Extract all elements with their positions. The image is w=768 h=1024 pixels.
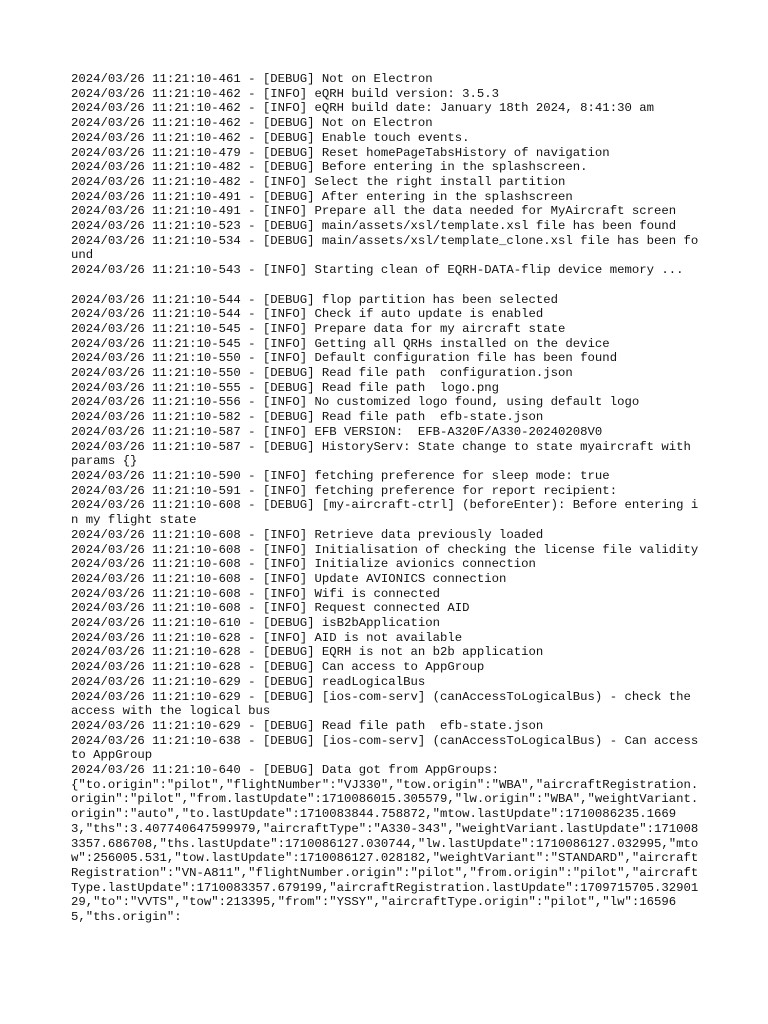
log-line: 2024/03/26 11:21:10-608 - [DEBUG] [my-aircraft-ctrl] (beforeEnter): Before entering in my flight state xyxy=(71,498,699,528)
log-line: 2024/03/26 11:21:10-556 - [INFO] No customized logo found, using default logo xyxy=(71,395,640,410)
log-line: 2024/03/26 11:21:10-543 - [INFO] Starting clean of EQRH-DATA-flip device memory ... xyxy=(71,263,684,278)
log-line: 2024/03/26 11:21:10-545 - [INFO] Prepare data for my aircraft state xyxy=(71,321,566,336)
log-line: 2024/03/26 11:21:10-628 - [DEBUG] EQRH is not an b2b application xyxy=(71,645,544,660)
log-line: 2024/03/26 11:21:10-608 - [INFO] Wifi is connected xyxy=(71,586,440,601)
log-line: 2024/03/26 11:21:10-491 - [INFO] Prepare all the data needed for MyAircraft screen xyxy=(71,204,677,219)
log-line: 2024/03/26 11:21:10-462 - [INFO] eQRH build date: January 18th 2024, 8:41:30 am xyxy=(71,101,654,116)
log-line: 2024/03/26 11:21:10-587 - [INFO] EFB VERSION: EFB-A320F/A330-20240208V0 xyxy=(71,424,603,439)
log-line: 2024/03/26 11:21:10-608 - [INFO] Update AVIONICS connection xyxy=(71,571,507,586)
log-text xyxy=(71,72,706,925)
log-line: 2024/03/26 11:21:10-610 - [DEBUG] isB2bApplication xyxy=(71,616,440,631)
log-line: 2024/03/26 11:21:10-462 - [INFO] eQRH build version: 3.5.3 xyxy=(71,86,500,101)
log-line: 2024/03/26 11:21:10-640 - [DEBUG] Data got from AppGroups: xyxy=(71,763,500,778)
log-line: 2024/03/26 11:21:10-461 - [DEBUG] Not on Electron xyxy=(71,72,433,86)
log-line: 2024/03/26 11:21:10-523 - [DEBUG] main/assets/xsl/template.xsl file has been found xyxy=(71,219,677,234)
log-line: 2024/03/26 11:21:10-608 - [INFO] Retrieve data previously loaded xyxy=(71,527,544,542)
log-line: 2024/03/26 11:21:10-582 - [DEBUG] Read file path efb-state.json xyxy=(71,410,544,425)
log-line: 2024/03/26 11:21:10-629 - [DEBUG] [ios-com-serv] (canAccessToLogicalBus) - check the access with the logical bus xyxy=(71,689,699,719)
log-line: 2024/03/26 11:21:10-629 - [DEBUG] readLogicalBus xyxy=(71,674,426,689)
log-view xyxy=(71,72,706,972)
log-line: 2024/03/26 11:21:10-608 - [INFO] Initialize avionics connection xyxy=(71,557,536,572)
log-line: 2024/03/26 11:21:10-550 - [DEBUG] Read file path configuration.json xyxy=(71,366,573,381)
log-line: 2024/03/26 11:21:10-544 - [INFO] Check if auto update is enabled xyxy=(71,307,544,322)
log-line: 2024/03/26 11:21:10-462 - [DEBUG] Enable touch events. xyxy=(71,130,470,145)
log-line: 2024/03/26 11:21:10-628 - [DEBUG] Can access to AppGroup xyxy=(71,660,485,675)
log-line: 2024/03/26 11:21:10-462 - [DEBUG] Not on Electron xyxy=(71,116,433,131)
log-line: 2024/03/26 11:21:10-534 - [DEBUG] main/assets/xsl/template_clone.xsl file has been found xyxy=(71,233,699,263)
log-line: 2024/03/26 11:21:10-544 - [DEBUG] flop partition has been selected xyxy=(71,292,559,307)
log-line: 2024/03/26 11:21:10-628 - [INFO] AID is not available xyxy=(71,630,463,645)
log-line: 2024/03/26 11:21:10-482 - [INFO] Select the right install partition xyxy=(71,174,566,189)
log-line: 2024/03/26 11:21:10-545 - [INFO] Getting all QRHs installed on the device xyxy=(71,336,610,351)
log-line: 2024/03/26 11:21:10-587 - [DEBUG] HistoryServ: State change to state myaircraft with params {} xyxy=(71,439,699,469)
log-line: 2024/03/26 11:21:10-629 - [DEBUG] Read file path efb-state.json xyxy=(71,718,544,733)
log-line: 2024/03/26 11:21:10-491 - [DEBUG] After entering in the splashscreen xyxy=(71,189,573,204)
log-line: 2024/03/26 11:21:10-482 - [DEBUG] Before entering in the splashscreen. xyxy=(71,160,588,175)
log-line: 2024/03/26 11:21:10-479 - [DEBUG] Reset homePageTabsHistory of navigation xyxy=(71,145,610,160)
log-line: 2024/03/26 11:21:10-590 - [INFO] fetching preference for sleep mode: true xyxy=(71,468,610,483)
log-line: {"to.origin":"pilot","flightNumber":"VJ330","tow.origin":"WBA","aircraftRegistration.origin":"pilot","from.lastUpdate":1710086015.305579,"lw.origin":"WBA","weightVariant.origin":"auto","to.lastUpdate":1710083844.758872,"mtow.lastUpdate":1710086235.16693,"ths":3.407740647599979,"aircraftType":"A330-343","weightVariant.lastUpdate":1710083357.686708,"ths.lastUpdate":1710086127.030744,"lw.lastUpdate":1710086127.032995,"mtow":256005.531,"tow.lastUpdate":1710086127.028182,"weightVariant":"STANDARD","aircraftRegistration":"VN-A811","flightNumber.origin":"pilot","from.origin":"pilot","aircraftType.lastUpdate":1710083357.679199,"aircraftRegistration.lastUpdate":1709715705.3290129,"to":"VVTS","tow":213395,"from":"YSSY","aircraftType.origin":"pilot","lw":165965,"ths.origin": xyxy=(71,777,699,925)
log-line: 2024/03/26 11:21:10-608 - [INFO] Initialisation of checking the license file validity xyxy=(71,542,699,557)
log-line: 2024/03/26 11:21:10-591 - [INFO] fetching preference for report recipient: xyxy=(71,483,618,498)
log-line: 2024/03/26 11:21:10-550 - [INFO] Default configuration file has been found xyxy=(71,351,618,366)
log-line: 2024/03/26 11:21:10-608 - [INFO] Request connected AID xyxy=(71,601,470,616)
log-line: 2024/03/26 11:21:10-555 - [DEBUG] Read file path logo.png xyxy=(71,380,500,395)
log-line: 2024/03/26 11:21:10-638 - [DEBUG] [ios-com-serv] (canAccessToLogicalBus) - Can access to AppGroup xyxy=(71,733,706,763)
